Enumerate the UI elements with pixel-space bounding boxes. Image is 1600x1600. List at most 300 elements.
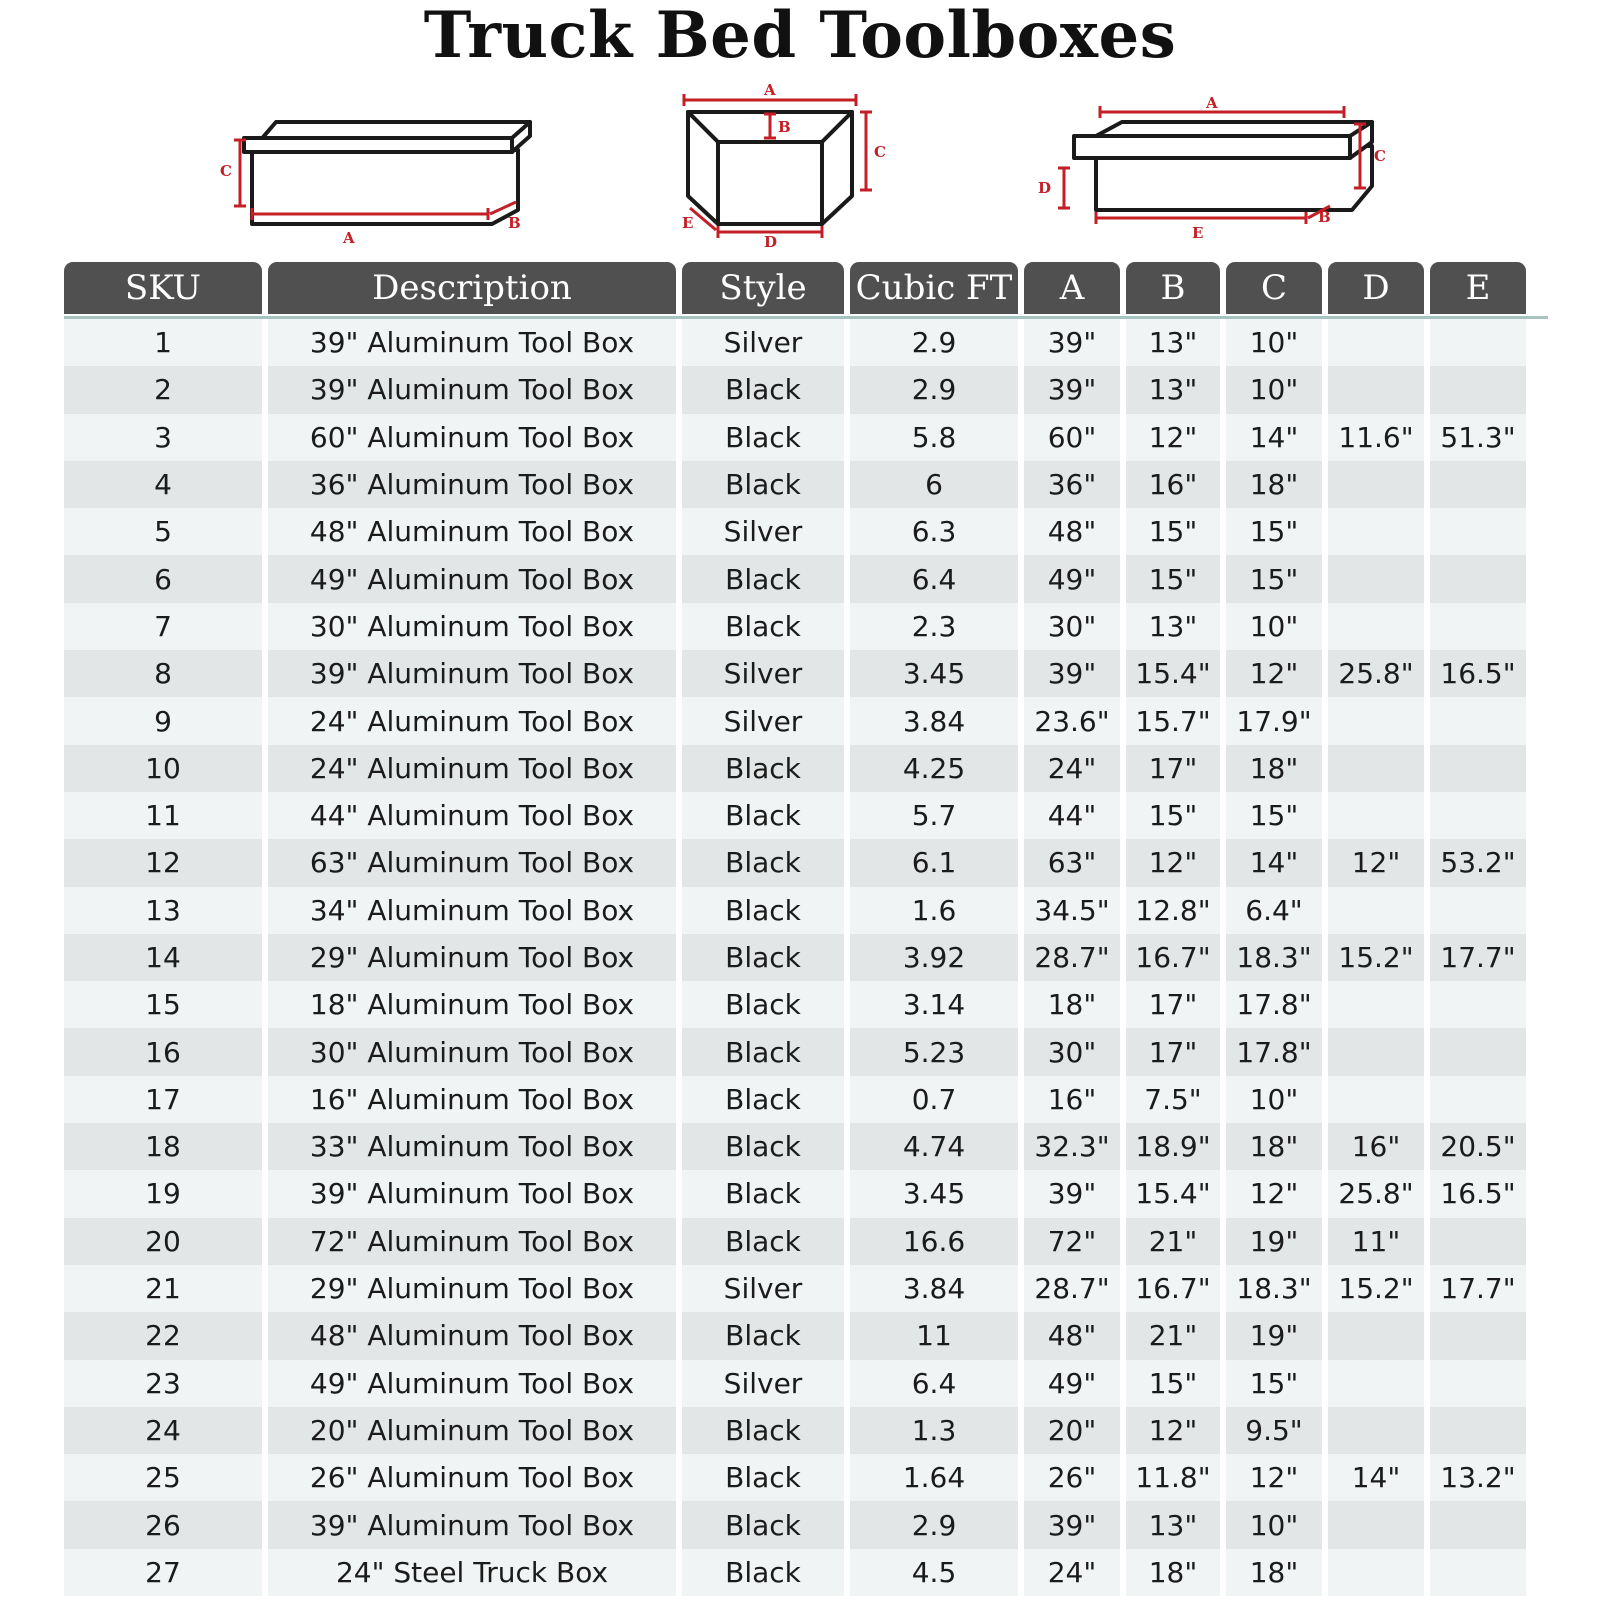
dim-label-c: C [874,143,886,161]
cell-sku: 27 [64,1549,262,1596]
cell-description: 30" Aluminum Tool Box [268,603,676,650]
cell-sku: 23 [64,1360,262,1407]
cell-style: Black [682,1407,844,1454]
cell-description: 48" Aluminum Tool Box [268,508,676,555]
cell-c: 10" [1226,1076,1322,1123]
cell-a: 39" [1024,1501,1120,1548]
cell-b: 15" [1126,508,1220,555]
table-row [64,603,1548,650]
cell-d [1328,697,1424,744]
cell-e [1430,366,1526,413]
cell-description: 39" Aluminum Tool Box [268,1170,676,1217]
header-description: Description [268,262,676,314]
cell-sku: 26 [64,1501,262,1548]
cell-e [1430,1407,1526,1454]
cell-c: 9.5" [1226,1407,1322,1454]
cell-style: Black [682,366,844,413]
cell-e [1430,745,1526,792]
cell-a: 49" [1024,555,1120,602]
cell-d [1328,1501,1424,1548]
cell-d [1328,1407,1424,1454]
cell-d [1328,1076,1424,1123]
cell-style: Black [682,1454,844,1501]
table-row [64,366,1548,413]
header-e: E [1430,262,1526,314]
cell-e: 16.5" [1430,650,1526,697]
cell-d: 25.8" [1328,650,1424,697]
cell-c: 19" [1226,1218,1322,1265]
cell-d [1328,887,1424,934]
cell-c: 10" [1226,603,1322,650]
table-row [64,1360,1548,1407]
cell-description: 29" Aluminum Tool Box [268,1265,676,1312]
cell-c: 10" [1226,319,1322,366]
cell-sku: 4 [64,461,262,508]
cell-description: 16" Aluminum Tool Box [268,1076,676,1123]
cell-description: 30" Aluminum Tool Box [268,1028,676,1075]
cell-style: Black [682,1028,844,1075]
cell-d: 15.2" [1328,1265,1424,1312]
cell-c: 15" [1226,792,1322,839]
cell-a: 16" [1024,1076,1120,1123]
cell-b: 13" [1126,603,1220,650]
cell-description: 49" Aluminum Tool Box [268,555,676,602]
cell-description: 44" Aluminum Tool Box [268,792,676,839]
cell-b: 15" [1126,792,1220,839]
cell-description: 20" Aluminum Tool Box [268,1407,676,1454]
cell-e [1430,1218,1526,1265]
cell-d [1328,1360,1424,1407]
table-row [64,1076,1548,1123]
cell-cubic-ft: 2.9 [850,319,1018,366]
cell-c: 6.4" [1226,887,1322,934]
cell-style: Black [682,461,844,508]
cell-a: 72" [1024,1218,1120,1265]
dim-label-a: A [343,229,355,247]
table-row [64,697,1548,744]
cell-b: 16.7" [1126,934,1220,981]
cell-sku: 17 [64,1076,262,1123]
cell-a: 44" [1024,792,1120,839]
cell-cubic-ft: 6.4 [850,555,1018,602]
cell-sku: 12 [64,839,262,886]
dim-label-d: D [764,233,778,251]
cell-c: 18" [1226,1123,1322,1170]
cell-sku: 8 [64,650,262,697]
table-row [64,1218,1548,1265]
cell-style: Black [682,839,844,886]
table-row [64,508,1548,555]
crossover-box-diagram [670,80,910,250]
cell-cubic-ft: 5.7 [850,792,1018,839]
header-style: Style [682,262,844,314]
cell-c: 17.8" [1226,981,1322,1028]
cell-e [1430,461,1526,508]
cell-b: 12.8" [1126,887,1220,934]
cell-sku: 16 [64,1028,262,1075]
cell-e: 53.2" [1430,839,1526,886]
cell-sku: 19 [64,1170,262,1217]
table-row [64,1454,1548,1501]
dim-label-e: E [1192,224,1204,242]
cell-c: 14" [1226,414,1322,461]
cell-e [1430,1312,1526,1359]
cell-sku: 2 [64,366,262,413]
cell-style: Silver [682,1360,844,1407]
table-row [64,745,1548,792]
cell-b: 21" [1126,1312,1220,1359]
cell-style: Black [682,981,844,1028]
cell-e: 17.7" [1430,1265,1526,1312]
header-a: A [1024,262,1120,314]
cell-description: 72" Aluminum Tool Box [268,1218,676,1265]
cell-description: 33" Aluminum Tool Box [268,1123,676,1170]
cell-cubic-ft: 1.3 [850,1407,1018,1454]
cell-d [1328,1312,1424,1359]
cell-a: 32.3" [1024,1123,1120,1170]
cell-style: Silver [682,1265,844,1312]
cell-description: 24" Aluminum Tool Box [268,697,676,744]
cell-a: 28.7" [1024,934,1120,981]
cell-d: 11" [1328,1218,1424,1265]
table-row [64,981,1548,1028]
cell-cubic-ft: 3.84 [850,1265,1018,1312]
cell-sku: 1 [64,319,262,366]
cell-b: 12" [1126,839,1220,886]
cell-b: 13" [1126,366,1220,413]
cell-d [1328,792,1424,839]
table-row [64,1123,1548,1170]
cell-style: Silver [682,319,844,366]
dim-label-b: B [1318,208,1331,226]
cell-a: 39" [1024,650,1120,697]
cell-style: Black [682,555,844,602]
cell-c: 18.3" [1226,934,1322,981]
cell-d: 15.2" [1328,934,1424,981]
cell-a: 39" [1024,319,1120,366]
header-b: B [1126,262,1220,314]
table-row [64,461,1548,508]
table-row [64,1407,1548,1454]
cell-e: 16.5" [1430,1170,1526,1217]
cell-d [1328,461,1424,508]
cell-e [1430,1549,1526,1596]
cell-a: 24" [1024,745,1120,792]
cell-b: 13" [1126,319,1220,366]
table-body [64,319,1548,1596]
page-title: Truck Bed Toolboxes [423,0,1177,73]
cell-b: 15.4" [1126,650,1220,697]
cell-cubic-ft: 3.92 [850,934,1018,981]
cell-a: 18" [1024,981,1120,1028]
cell-description: 36" Aluminum Tool Box [268,461,676,508]
dim-label-a: A [764,81,776,99]
cell-b: 13" [1126,1501,1220,1548]
cell-e: 51.3" [1430,414,1526,461]
cell-c: 15" [1226,508,1322,555]
cell-cubic-ft: 1.6 [850,887,1018,934]
cell-description: 49" Aluminum Tool Box [268,1360,676,1407]
table-row [64,319,1548,366]
toolbox-spec-table [64,262,1548,1596]
cell-style: Black [682,1170,844,1217]
cell-a: 48" [1024,1312,1120,1359]
cell-style: Black [682,745,844,792]
dim-label-a: A [1206,94,1218,112]
table-row [64,839,1548,886]
cell-cubic-ft: 4.5 [850,1549,1018,1596]
cell-b: 18.9" [1126,1123,1220,1170]
cell-d: 25.8" [1328,1170,1424,1217]
dim-label-b: B [778,118,791,136]
cell-sku: 13 [64,887,262,934]
cell-cubic-ft: 3.84 [850,697,1018,744]
cell-style: Silver [682,697,844,744]
cell-b: 17" [1126,1028,1220,1075]
cell-d [1328,1028,1424,1075]
cell-description: 39" Aluminum Tool Box [268,1501,676,1548]
cell-d: 16" [1328,1123,1424,1170]
cell-sku: 7 [64,603,262,650]
cell-a: 39" [1024,366,1120,413]
dim-label-b: B [508,214,521,232]
table-row [64,934,1548,981]
cell-description: 34" Aluminum Tool Box [268,887,676,934]
cell-b: 15.4" [1126,1170,1220,1217]
cell-e [1430,981,1526,1028]
cell-a: 48" [1024,508,1120,555]
cell-a: 23.6" [1024,697,1120,744]
cell-c: 18" [1226,1549,1322,1596]
cell-cubic-ft: 4.25 [850,745,1018,792]
cell-e [1430,1028,1526,1075]
cell-sku: 14 [64,934,262,981]
cell-a: 49" [1024,1360,1120,1407]
cell-style: Black [682,934,844,981]
cell-description: 26" Aluminum Tool Box [268,1454,676,1501]
cell-e [1430,508,1526,555]
cell-d: 14" [1328,1454,1424,1501]
cell-description: 39" Aluminum Tool Box [268,319,676,366]
table-row [64,1501,1548,1548]
cell-e [1430,1076,1526,1123]
cell-a: 60" [1024,414,1120,461]
cell-d [1328,508,1424,555]
cell-sku: 22 [64,1312,262,1359]
cell-style: Black [682,887,844,934]
table-header [64,262,1548,314]
table-row [64,1312,1548,1359]
cell-sku: 6 [64,555,262,602]
cell-e [1430,555,1526,602]
cell-e [1430,792,1526,839]
cell-a: 24" [1024,1549,1120,1596]
cell-b: 16" [1126,461,1220,508]
cell-cubic-ft: 5.23 [850,1028,1018,1075]
cell-c: 10" [1226,366,1322,413]
cell-d [1328,319,1424,366]
table-row [64,792,1548,839]
cell-sku: 11 [64,792,262,839]
cell-style: Black [682,1218,844,1265]
cell-b: 12" [1126,1407,1220,1454]
cell-a: 30" [1024,603,1120,650]
table-row [64,887,1548,934]
cell-style: Black [682,603,844,650]
header-c: C [1226,262,1322,314]
cell-b: 15" [1126,555,1220,602]
cell-sku: 9 [64,697,262,744]
table-row [64,1265,1548,1312]
dim-label-e: E [682,214,694,232]
cell-e [1430,1501,1526,1548]
cell-sku: 25 [64,1454,262,1501]
cell-style: Silver [682,650,844,697]
cell-d [1328,555,1424,602]
cell-sku: 18 [64,1123,262,1170]
cell-d: 12" [1328,839,1424,886]
cell-e: 20.5" [1430,1123,1526,1170]
cell-b: 21" [1126,1218,1220,1265]
table-row [64,414,1548,461]
cell-cubic-ft: 2.9 [850,1501,1018,1548]
cell-description: 63" Aluminum Tool Box [268,839,676,886]
cell-e: 17.7" [1430,934,1526,981]
cell-c: 17.9" [1226,697,1322,744]
header-cubic-ft: Cubic FT [850,262,1018,314]
cell-c: 14" [1226,839,1322,886]
cell-cubic-ft: 3.45 [850,650,1018,697]
cell-e [1430,887,1526,934]
chest-box-diagram [210,110,550,250]
cell-d [1328,1549,1424,1596]
cell-e: 13.2" [1430,1454,1526,1501]
header-sku: SKU [64,262,262,314]
cell-cubic-ft: 6 [850,461,1018,508]
cell-b: 16.7" [1126,1265,1220,1312]
cell-a: 20" [1024,1407,1120,1454]
cell-cubic-ft: 3.14 [850,981,1018,1028]
cell-e [1430,319,1526,366]
cell-c: 17.8" [1226,1028,1322,1075]
cell-cubic-ft: 16.6 [850,1218,1018,1265]
cell-cubic-ft: 5.8 [850,414,1018,461]
cell-style: Black [682,414,844,461]
cell-description: 39" Aluminum Tool Box [268,650,676,697]
cell-sku: 15 [64,981,262,1028]
cell-c: 18.3" [1226,1265,1322,1312]
cell-sku: 3 [64,414,262,461]
cell-b: 17" [1126,981,1220,1028]
low-profile-box-outline [1074,122,1372,210]
cell-style: Black [682,1501,844,1548]
cell-d [1328,603,1424,650]
cell-d [1328,745,1424,792]
dim-label-d: D [1038,179,1052,197]
cell-cubic-ft: 6.1 [850,839,1018,886]
cell-sku: 5 [64,508,262,555]
cell-e [1430,697,1526,744]
dim-label-c: C [1374,147,1386,165]
cell-a: 36" [1024,461,1120,508]
cell-a: 63" [1024,839,1120,886]
cell-cubic-ft: 6.4 [850,1360,1018,1407]
cell-style: Black [682,1312,844,1359]
cell-c: 12" [1226,1454,1322,1501]
cell-cubic-ft: 3.45 [850,1170,1018,1217]
table-row [64,1170,1548,1217]
cell-cubic-ft: 2.3 [850,603,1018,650]
cell-c: 18" [1226,745,1322,792]
cell-style: Black [682,1123,844,1170]
table-row [64,555,1548,602]
cell-description: 39" Aluminum Tool Box [268,366,676,413]
cell-description: 18" Aluminum Tool Box [268,981,676,1028]
cell-c: 12" [1226,650,1322,697]
cell-sku: 24 [64,1407,262,1454]
cell-a: 28.7" [1024,1265,1120,1312]
cell-cubic-ft: 6.3 [850,508,1018,555]
table-row [64,650,1548,697]
cell-c: 15" [1226,1360,1322,1407]
cell-cubic-ft: 2.9 [850,366,1018,413]
cell-description: 24" Steel Truck Box [268,1549,676,1596]
cell-e [1430,1360,1526,1407]
cell-a: 26" [1024,1454,1120,1501]
cell-b: 15" [1126,1360,1220,1407]
cell-b: 12" [1126,414,1220,461]
cell-d: 11.6" [1328,414,1424,461]
cell-a: 30" [1024,1028,1120,1075]
cell-style: Black [682,1549,844,1596]
cell-cubic-ft: 11 [850,1312,1018,1359]
cell-e [1430,603,1526,650]
cell-description: 29" Aluminum Tool Box [268,934,676,981]
cell-d [1328,366,1424,413]
cell-style: Black [682,1076,844,1123]
cell-b: 15.7" [1126,697,1220,744]
cell-b: 17" [1126,745,1220,792]
cell-c: 15" [1226,555,1322,602]
cell-cubic-ft: 0.7 [850,1076,1018,1123]
cell-c: 10" [1226,1501,1322,1548]
cell-cubic-ft: 4.74 [850,1123,1018,1170]
cell-c: 18" [1226,461,1322,508]
cell-a: 39" [1024,1170,1120,1217]
cell-sku: 21 [64,1265,262,1312]
cell-description: 24" Aluminum Tool Box [268,745,676,792]
table-row [64,1028,1548,1075]
header-d: D [1328,262,1424,314]
cell-c: 19" [1226,1312,1322,1359]
low-profile-box-diagram [1038,94,1430,246]
cell-sku: 10 [64,745,262,792]
cell-description: 48" Aluminum Tool Box [268,1312,676,1359]
cell-style: Silver [682,508,844,555]
cell-cubic-ft: 1.64 [850,1454,1018,1501]
cell-b: 11.8" [1126,1454,1220,1501]
cell-style: Black [682,792,844,839]
cell-b: 18" [1126,1549,1220,1596]
cell-a: 34.5" [1024,887,1120,934]
cell-d [1328,981,1424,1028]
cell-sku: 20 [64,1218,262,1265]
cell-description: 60" Aluminum Tool Box [268,414,676,461]
dim-label-c: C [220,162,232,180]
cell-b: 7.5" [1126,1076,1220,1123]
cell-c: 12" [1226,1170,1322,1217]
table-row [64,1549,1548,1596]
